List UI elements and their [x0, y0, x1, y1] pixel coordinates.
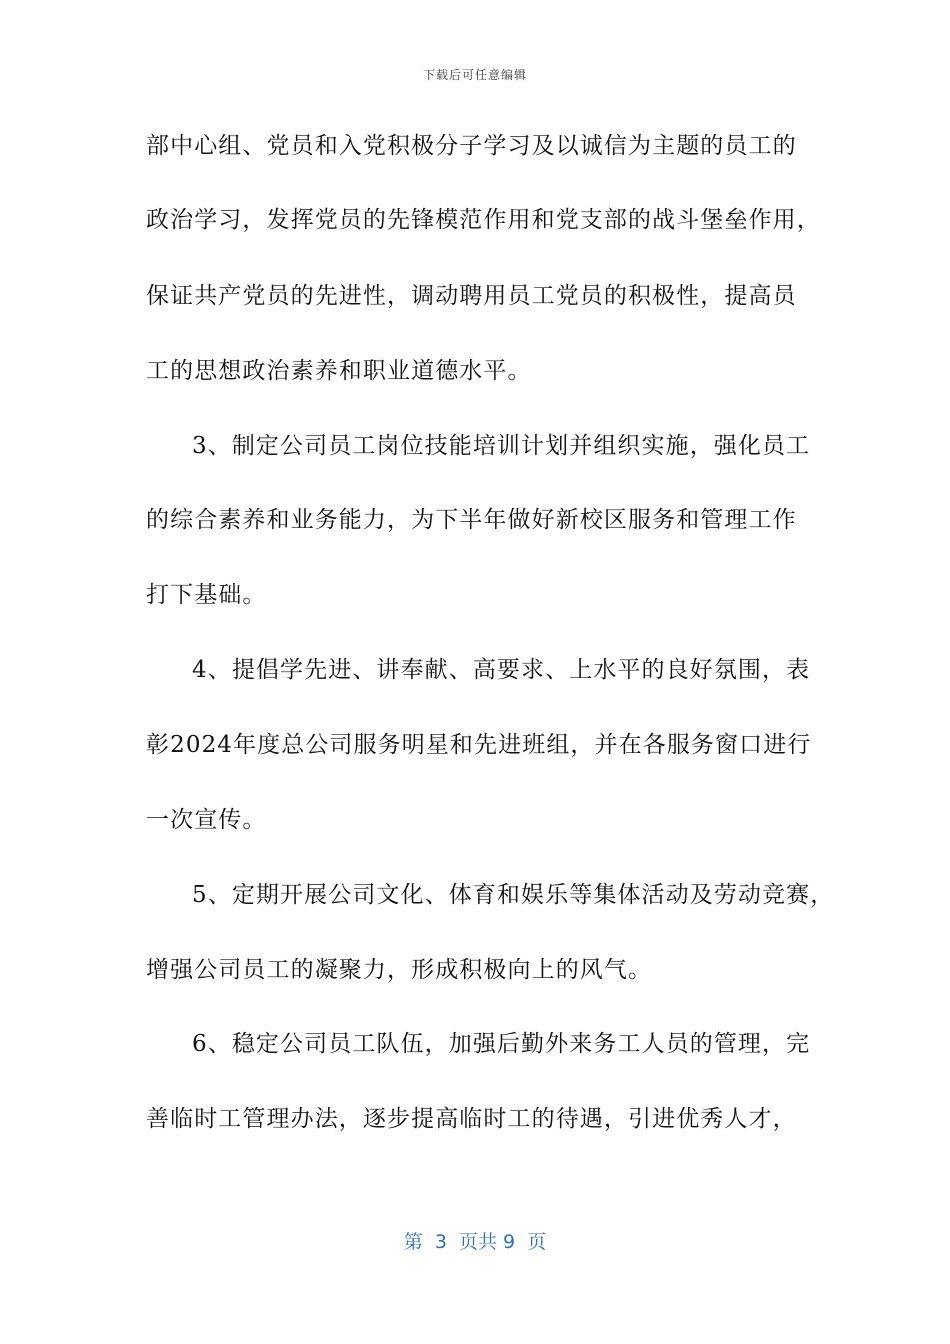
body-line-4: 工的思想政治素养和职业道德水平。 [146, 358, 532, 384]
paragraph-6-line-2: 善临时工管理办法，逐步提高临时工的待遇，引进优秀人才， [146, 1106, 797, 1132]
paragraph-3-line-3: 打下基础。 [146, 582, 267, 608]
body-line-1: 部中心组、党员和入党积极分子学习及以诚信为主题的员工的 [146, 133, 797, 159]
paragraph-4-line-1: 4、提倡学先进、讲奉献、高要求、上水平的良好氛围，表 [192, 657, 811, 683]
page-number-footer: 第 3 页共 9 页 [403, 1231, 547, 1253]
header-note: 下载后可任意编辑 [422, 68, 527, 82]
paragraph-5-line-2: 增强公司员工的凝聚力，形成积极向上的风气。 [146, 957, 653, 983]
paragraph-3-line-1: 3、制定公司员工岗位技能培训计划并组织实施，强化员工 [192, 433, 811, 459]
paragraph-5-line-1: 5、定期开展公司文化、体育和娱乐等集体活动及劳动竞赛， [192, 882, 835, 908]
body-line-3: 保证共产党员的先进性，调动聘用员工党员的积极性，提高员 [146, 283, 797, 309]
paragraph-3-line-2: 的综合素养和业务能力，为下半年做好新校区服务和管理工作 [146, 507, 797, 533]
paragraph-6-line-1: 6、稳定公司员工队伍，加强后勤外来务工人员的管理，完 [192, 1031, 811, 1057]
body-line-2: 政治学习，发挥党员的先锋模范作用和党支部的战斗堡垒作用， [146, 207, 821, 233]
paragraph-4-line-2: 彰2024年度总公司服务明星和先进班组，并在各服务窗口进行 [146, 732, 812, 758]
paragraph-4-line-3: 一次宣传。 [146, 807, 267, 833]
